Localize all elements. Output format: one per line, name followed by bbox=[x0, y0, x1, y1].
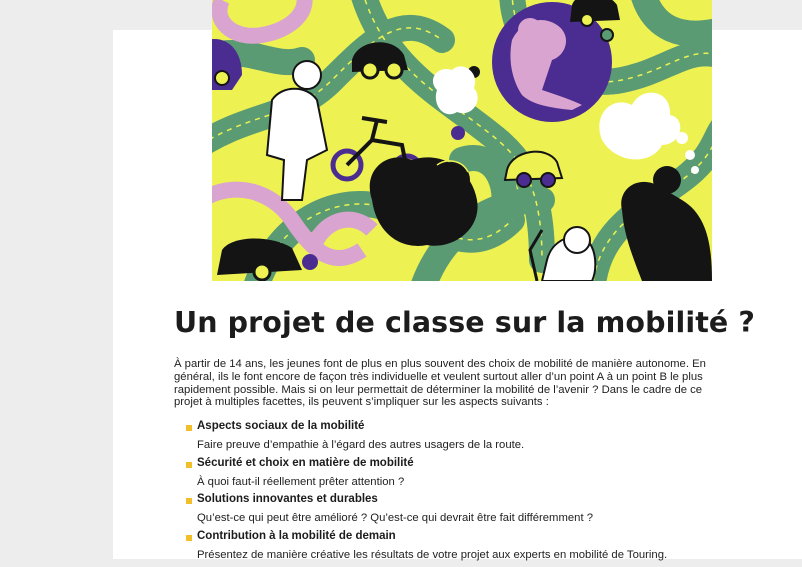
aspect-title: Sécurité et choix en matière de mobilité bbox=[197, 456, 414, 469]
mobility-illustration bbox=[212, 0, 712, 281]
list-item bbox=[184, 493, 744, 530]
aspect-description: Présentez de manière créative les résultats de votre projet aux experts en mobilité de Touring. bbox=[197, 549, 668, 562]
aspect-description: Faire preuve d’empathie à l’égard des autres usagers de la route. bbox=[197, 439, 525, 451]
intro-paragraph: À partir de 14 ans, les jeunes font de plus en plus souvent des choix de mobilité de manière autonome. En général, ils le font encore de façon très individuelle et veulent surtout aller d’un point A à un point B le plus rapidement possible. Mais si on leur permettait de déterminer la mobilité de l’avenir ? Dans le cadre de ce projet à multiples facettes, ils peuvent s’impliquer sur les aspects suivants : bbox=[174, 358, 706, 409]
bullet-icon bbox=[186, 498, 192, 504]
list-item bbox=[184, 457, 744, 494]
bullet-icon bbox=[186, 535, 192, 541]
aspect-title: Aspects sociaux de la mobilité bbox=[197, 420, 365, 432]
page-title: Un projet de classe sur la mobilité ? bbox=[174, 306, 756, 339]
aspect-description: Qu’est-ce qui peut être amélioré ? Qu’est-ce qui devrait être fait différemment ? bbox=[197, 512, 594, 525]
list-item bbox=[184, 530, 744, 567]
aspect-title: Contribution à la mobilité de demain bbox=[197, 530, 396, 543]
aspect-title: Solutions innovantes et durables bbox=[197, 493, 378, 506]
bullet-icon bbox=[186, 425, 192, 431]
aspect-description: À quoi faut-il réellement prêter attention ? bbox=[197, 475, 405, 488]
bullet-icon bbox=[186, 462, 192, 468]
list-item bbox=[184, 420, 744, 457]
aspects-list bbox=[184, 420, 744, 567]
